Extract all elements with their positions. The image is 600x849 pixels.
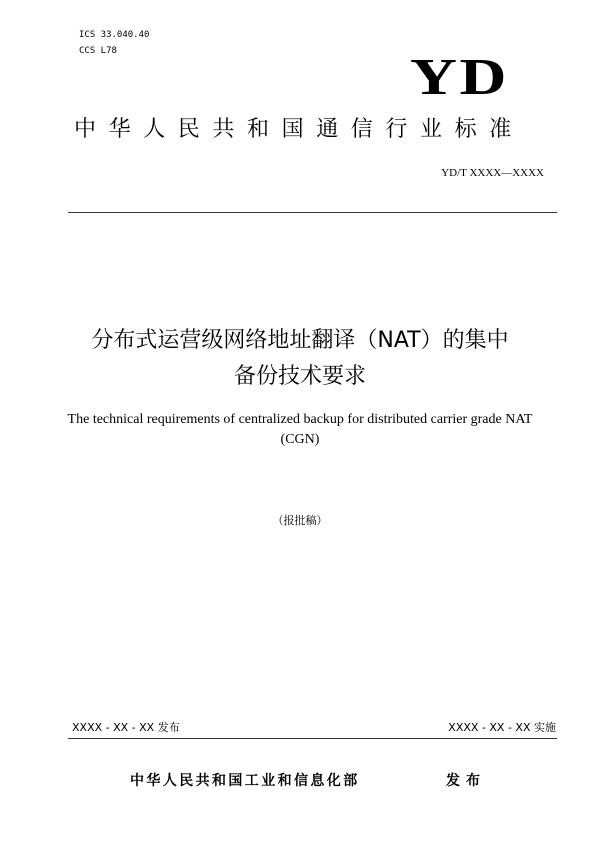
title-cn-line1: 分布式运营级网络地址翻译（NAT）的集中 <box>91 328 509 353</box>
title-en-line2: (CGN) <box>280 432 320 447</box>
draft-status: （报批稿） <box>272 514 328 527</box>
standard-name: 中华人民共和国通信行业标准 <box>74 117 524 142</box>
standard-code: YD/T XXXX—XXXX <box>441 167 544 179</box>
implement-date: XXXX - XX - XX 实施 <box>448 721 556 734</box>
title-cn-line2: 备份技术要求 <box>233 364 366 389</box>
issue-word: 发布 <box>446 773 486 789</box>
header-divider <box>68 212 557 213</box>
ccs-code: CCS L78 <box>79 46 117 56</box>
yd-logo: YD <box>410 49 509 106</box>
issuer-name: 中华人民共和国工业和信息化部 <box>130 773 360 789</box>
title-en-line1: The technical requirements of centralized backup for distributed carrier grade NAT <box>67 412 533 427</box>
ics-code: ICS 33.040.40 <box>79 30 150 40</box>
footer-divider <box>68 738 557 739</box>
publish-date: XXXX - XX - XX 发布 <box>72 721 180 734</box>
